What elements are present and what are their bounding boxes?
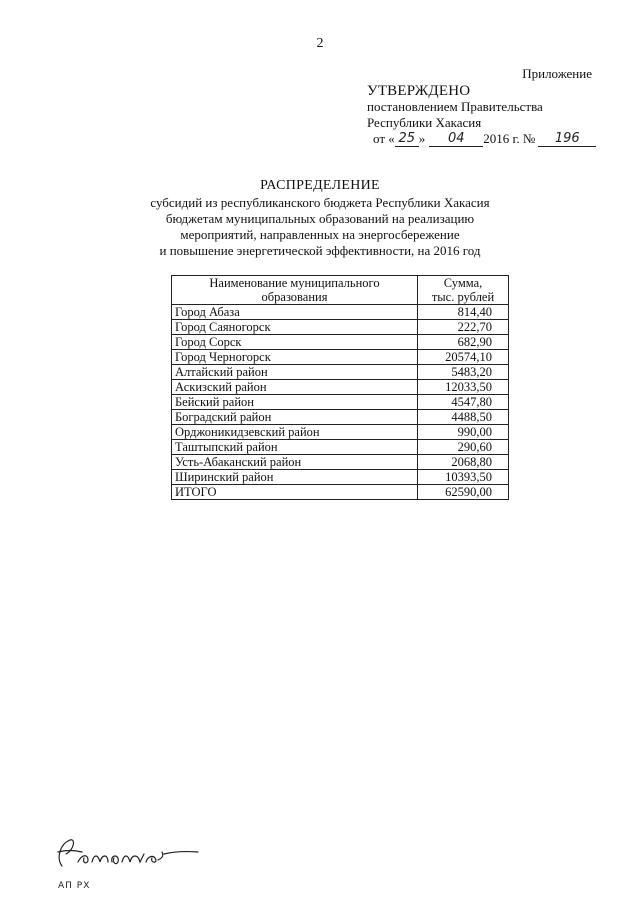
subsidy-amount: 990,00 [418,425,509,440]
subsidy-amount: 290,60 [418,440,509,455]
subsidy-amount: 4547,80 [418,395,509,410]
municipality-name: Орджоникидзевский район [172,425,418,440]
subsidy-amount: 222,70 [418,320,509,335]
municipality-name: Город Саяногорск [172,320,418,335]
document-heading: РАСПРЕДЕЛЕНИЕ [260,178,380,193]
date-month: 04 [429,131,483,147]
subsidy-amount: 682,90 [418,335,509,350]
table-row [172,320,509,335]
column-header-amount-line1: Сумма, [443,276,483,290]
municipality-name: Аскизский район [172,380,418,395]
column-header-municipality [172,276,418,305]
subsidy-amount: 4488,50 [418,410,509,425]
column-header-amount [418,276,509,305]
table-row [172,425,509,440]
date-prefix: от « [373,131,395,146]
signature [52,832,202,881]
municipality-name: Таштыпский район [172,440,418,455]
table-row [172,410,509,425]
municipality-name: Ширинский район [172,470,418,485]
municipality-name: Боградский район [172,410,418,425]
decree-number: 196 [538,131,596,147]
column-header-municipality-line1: Наименование муниципального [209,276,380,290]
column-header-municipality-line2: образования [261,290,328,304]
column-header-amount-line2: тыс. рублей [431,290,495,304]
title-line-4: и повышение энергетической эффективности, на 2016 год [159,243,481,258]
stamp-mark: АП РХ [58,881,91,891]
table-row [172,335,509,350]
total-row [172,485,509,500]
subsidy-amount: 2068,80 [418,455,509,470]
date-day: 25 [395,131,419,147]
municipality-name: Город Абаза [172,305,418,320]
distribution-table [171,275,509,500]
title-line-1: субсидий из республиканского бюджета Республики Хакасия [150,195,490,210]
decree-date-line [373,131,596,147]
appendix-label: Приложение [522,66,592,81]
signature-scribble [52,832,202,876]
subsidy-amount: 20574,10 [418,350,509,365]
table-row [172,350,509,365]
title-line-3: мероприятий, направленных на энергосбережение [180,227,460,242]
table-row [172,440,509,455]
subsidy-amount: 10393,50 [418,470,509,485]
decree-line-1: постановлением Правительства [367,99,543,114]
table-header-row [172,276,509,305]
table-row [172,455,509,470]
municipality-name: Город Сорск [172,335,418,350]
approved-label: УТВЕРЖДЕНО [367,83,471,99]
table-row [172,380,509,395]
date-year: 2016 г. № [483,131,536,146]
decree-line-2: Республики Хакасия [367,115,482,130]
table-row [172,470,509,485]
table-row [172,365,509,380]
subsidy-amount: 12033,50 [418,380,509,395]
title-line-2: бюджетам муниципальных образований на реализацию [165,211,475,226]
subsidy-amount: 5483,20 [418,365,509,380]
municipality-name: Бейский район [172,395,418,410]
table-row [172,305,509,320]
subsidy-amount: 814,40 [418,305,509,320]
total-label: ИТОГО [172,485,418,500]
municipality-name: Алтайский район [172,365,418,380]
municipality-name: Город Черногорск [172,350,418,365]
table-row [172,395,509,410]
page-number: 2 [316,36,324,51]
date-separator: » [418,131,426,146]
total-amount: 62590,00 [418,485,509,500]
municipality-name: Усть-Абаканский район [172,455,418,470]
